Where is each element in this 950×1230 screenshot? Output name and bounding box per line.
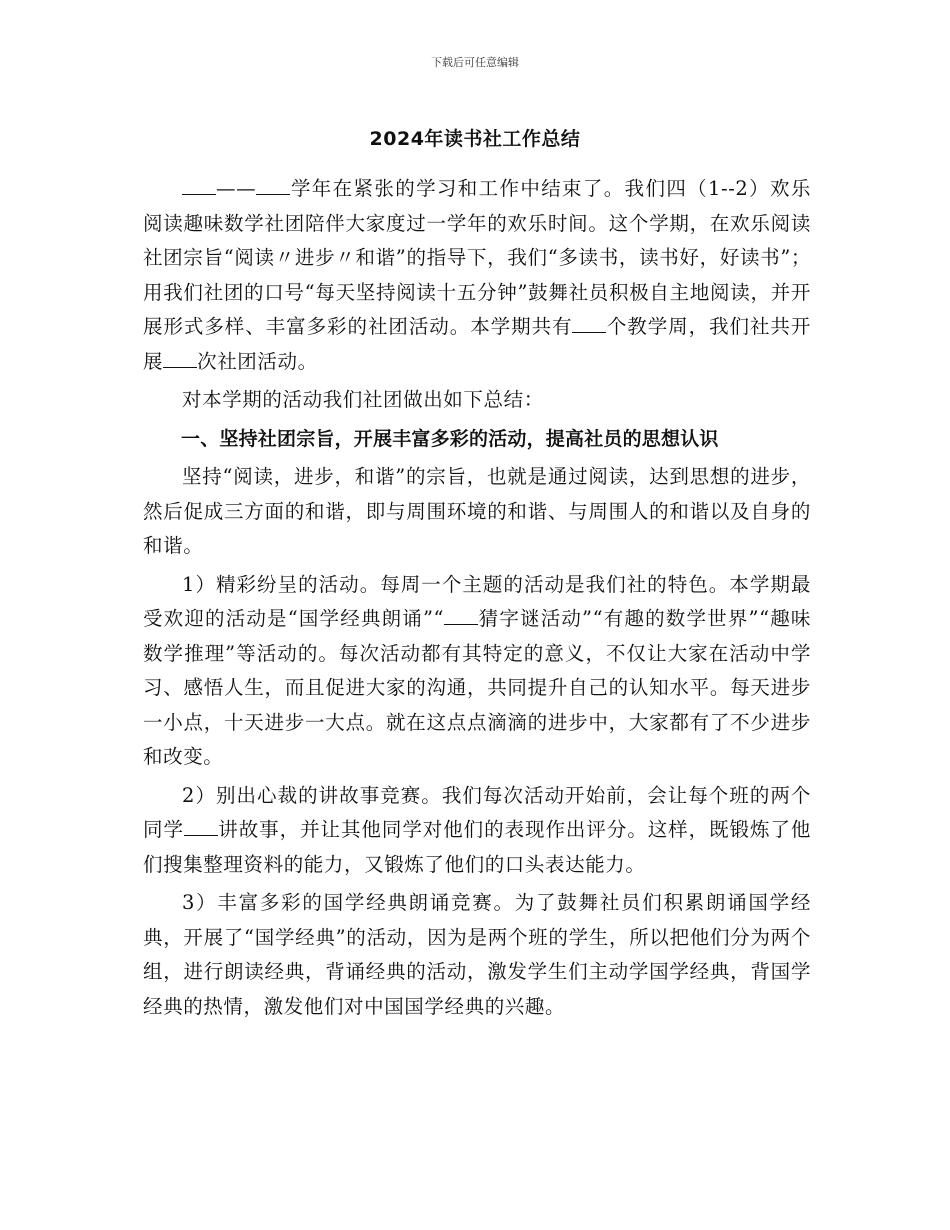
fill-blank <box>444 606 478 625</box>
fill-blank <box>572 314 606 333</box>
paragraph-activities-text-2: 猜字谜活动”“有趣的数学世界”“趣味数学推理”等活动的。每次活动都有其特定的意义，不仅让大家在活动中学习、感悟人生，而且促进大家的沟通，共同提升自己的认知水平。每天进步一小点，十天进步一大点。就在这点点滴滴的进步中，大家都有了不少进步和改变。 <box>143 607 811 768</box>
paragraph-intro-text: 学年在紧张的学习和工作中结束了。我们四（1--2）欢乐阅读趣味数学社团陪伴大家度过一学年的欢乐时间。这个学期，在欢乐阅读社团宗旨“阅读〃进步〃和谐”的指导下，我们“多读书，读书好，好读书”；用我们社团的口号“每天坚持阅读十五分钟”鼓舞社员积极自主地阅读，并开展形式多样、丰富多彩的社团活动。本学期共有 <box>143 177 811 338</box>
section-heading-1: 一、坚持社团宗旨，开展丰富多彩的活动，提高社员的思想认识 <box>181 427 719 450</box>
paragraph-summary-lead: 对本学期的活动我们社团做出如下总结： <box>182 388 544 411</box>
fill-blank <box>184 817 218 836</box>
document-body <box>143 172 811 1028</box>
paragraph-recitation: 3）丰富多彩的国学经典朗诵竞赛。为了鼓舞社员们积累朗诵国学经典，开展了“国学经典”的活动，因为是两个班的学生，所以把他们分为两个组，进行朗读经典，背诵经典的活动，激发学生们主动学国学经典，背国学经典的热情，激发他们对中国国学经典的兴趣。 <box>143 891 811 1018</box>
paragraph-intro <box>143 172 811 379</box>
paragraph-intro-dash: —— <box>216 177 257 200</box>
paragraph-activities-text: 1）精彩纷呈的活动。每周一个主题的活动是我们社的特色。本学期最受欢迎的活动是“国学经典朗诵”“ <box>143 572 811 630</box>
header-note: 下载后可任意编辑 <box>431 56 519 69</box>
fill-blank <box>163 349 197 368</box>
paragraph-intro-text-2: 个教学周，我们社共开展 <box>143 315 811 373</box>
fill-blank <box>182 176 216 195</box>
paragraph-storytelling-text-2: 讲故事，并让其他同学对他们的表现作出评分。这样，既锻炼了他们搜集整理资料的能力，又锻炼了他们的口头表达能力。 <box>143 818 811 876</box>
paragraph-storytelling <box>143 779 811 883</box>
paragraph-purpose: 坚持“阅读，进步，和谐”的宗旨，也就是通过阅读，达到思想的进步，然后促成三方面的和谐，即与周围环境的和谐、与周围人的和谐以及自身的和谐。 <box>143 465 811 557</box>
paragraph-activities <box>143 568 811 775</box>
paragraph-intro-text-3: 次社团活动。 <box>197 349 318 373</box>
document-title: 2024年读书社工作总结 <box>369 128 581 150</box>
paragraph-storytelling-text: 2）别出心裁的讲故事竞赛。我们每次活动开始前，会让每个班的两个同学 <box>143 783 811 841</box>
fill-blank <box>256 176 290 195</box>
